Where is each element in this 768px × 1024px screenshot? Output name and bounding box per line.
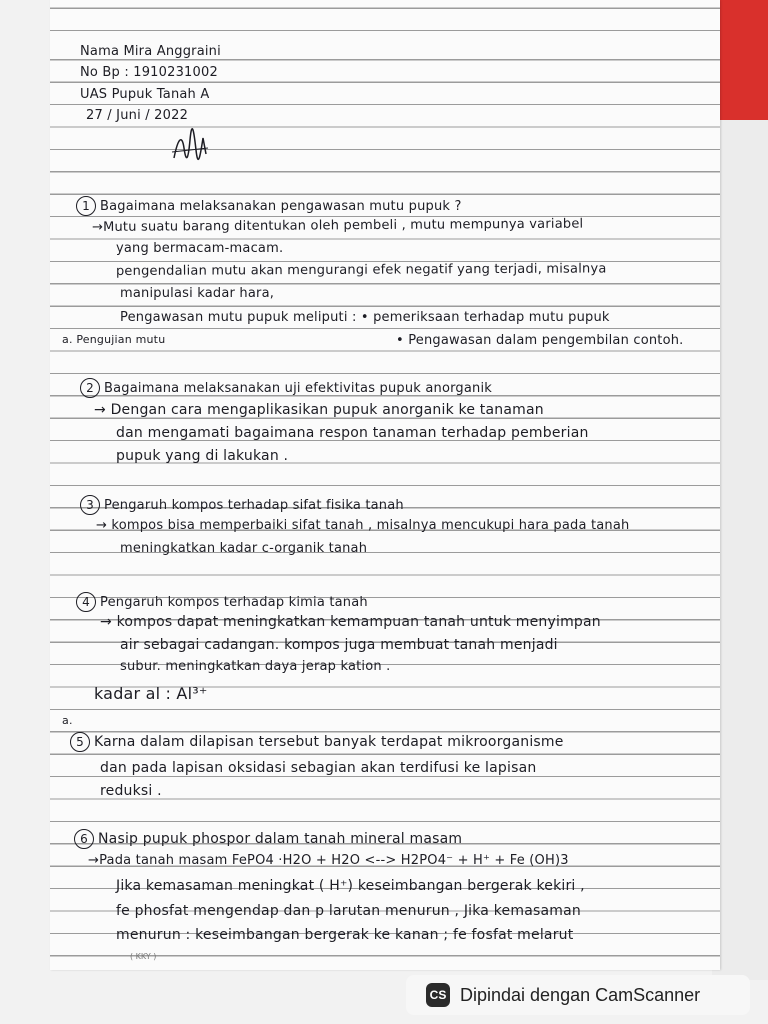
question-2-text: Bagaimana melaksanakan uji efektivitas pupuk anorganik bbox=[104, 381, 493, 396]
q1-answer-line-4: manipulasi kadar hara, bbox=[120, 286, 275, 301]
q1-answer-line-1: →Mutu suatu barang ditentukan oleh pembeli , mutu mempunya variabel bbox=[91, 216, 584, 235]
question-number-2: 2 bbox=[80, 378, 100, 398]
q1-answer-line-5: Pengawasan mutu pupuk meliputi : • pemeriksaan terhadap mutu pupuk bbox=[120, 310, 610, 325]
q5-left-note: a. bbox=[62, 714, 73, 727]
question-3-text: Pengaruh kompos terhadap sifat fisika tanah bbox=[104, 498, 404, 513]
notebook-edge bbox=[712, 120, 768, 980]
question-1 bbox=[76, 196, 462, 216]
exam-title: UAS Pupuk Tanah A bbox=[80, 87, 210, 102]
question-number-4: 4 bbox=[76, 592, 96, 612]
question-4-text: Pengaruh kompos terhadap kimia tanah bbox=[100, 595, 368, 610]
q5-answer-line-3: reduksi . bbox=[100, 783, 162, 799]
student-id: No Bp : 1910231002 bbox=[80, 65, 218, 80]
page-corner-tag: ( KKY ) bbox=[130, 952, 157, 961]
signature-icon bbox=[170, 128, 210, 166]
question-6-text: Nasip pupuk phospor dalam tanah mineral masam bbox=[98, 831, 463, 847]
q4-answer-line-1: → kompos dapat meningkatkan kemampuan tanah untuk menyimpan bbox=[100, 614, 601, 630]
question-number-6: 6 bbox=[74, 829, 94, 849]
question-4 bbox=[76, 592, 368, 612]
lined-paper bbox=[50, 0, 720, 970]
q5-answer-line-1: Karna dalam dilapisan tersebut banyak terdapat mikroorganisme bbox=[94, 734, 564, 750]
q3-answer-line-1: → kompos bisa memperbaiki sifat tanah , misalnya mencukupi hara pada tanah bbox=[96, 518, 630, 533]
camscanner-logo-icon: CS bbox=[426, 983, 450, 1007]
q1-answer-line-2: yang bermacam-macam. bbox=[116, 241, 284, 256]
camscanner-watermark bbox=[406, 975, 750, 1015]
q6-answer-line-3: fe phosfat mengendap dan p larutan menurun , Jika kemasaman bbox=[116, 903, 581, 919]
q4-answer-line-2: air sebagai cadangan. kompos juga membuat tanah menjadi bbox=[120, 637, 558, 653]
question-2 bbox=[80, 378, 492, 398]
q4-answer-line-3: subur. meningkatkan daya jerap kation . bbox=[120, 659, 391, 674]
q4-answer-line-4: kadar al : Al³⁺ bbox=[94, 684, 208, 703]
q2-answer-line-1: → Dengan cara mengaplikasikan pupuk anorganik ke tanaman bbox=[94, 402, 544, 418]
q3-answer-line-2: meningkatkan kadar c-organik tanah bbox=[120, 541, 368, 556]
notebook-edge-red bbox=[712, 0, 768, 120]
watermark-text: Dipindai dengan CamScanner bbox=[460, 984, 701, 1005]
question-5 bbox=[70, 732, 564, 752]
q2-answer-line-3: pupuk yang di lakukan . bbox=[116, 448, 289, 464]
question-3 bbox=[80, 495, 404, 515]
q6-answer-line-2: Jika kemasaman meningkat ( H⁺) keseimbangan bergerak kekiri , bbox=[116, 878, 585, 894]
q2-answer-line-2: dan mengamati bagaimana respon tanaman terhadap pemberian bbox=[116, 425, 589, 441]
exam-date: 27 / Juni / 2022 bbox=[86, 108, 189, 123]
q5-answer-line-2: dan pada lapisan oksidasi sebagian akan terdifusi ke lapisan bbox=[100, 760, 537, 776]
question-1-text: Bagaimana melaksanakan pengawasan mutu pupuk ? bbox=[100, 199, 462, 214]
question-6 bbox=[74, 829, 462, 849]
q1-answer-line-3: pengendalian mutu akan mengurangi efek negatif yang terjadi, misalnya bbox=[115, 261, 607, 279]
question-number-3: 3 bbox=[80, 495, 100, 515]
question-number-5: 5 bbox=[70, 732, 90, 752]
q6-answer-line-4: menurun : keseimbangan bergerak ke kanan ; fe fosfat melarut bbox=[116, 927, 574, 943]
q1-answer-line-6: • Pengawasan dalam pengembilan contoh. bbox=[396, 333, 684, 348]
q6-answer-line-1: →Pada tanah masam FePO4 ·H2O + H2O <--> H2PO4⁻ + H⁺ + Fe (OH)3 bbox=[88, 853, 569, 868]
student-name: Nama Mira Anggraini bbox=[80, 44, 221, 59]
question-number-1: 1 bbox=[76, 196, 96, 216]
q1-left-note: a. Pengujian mutu bbox=[62, 333, 166, 346]
